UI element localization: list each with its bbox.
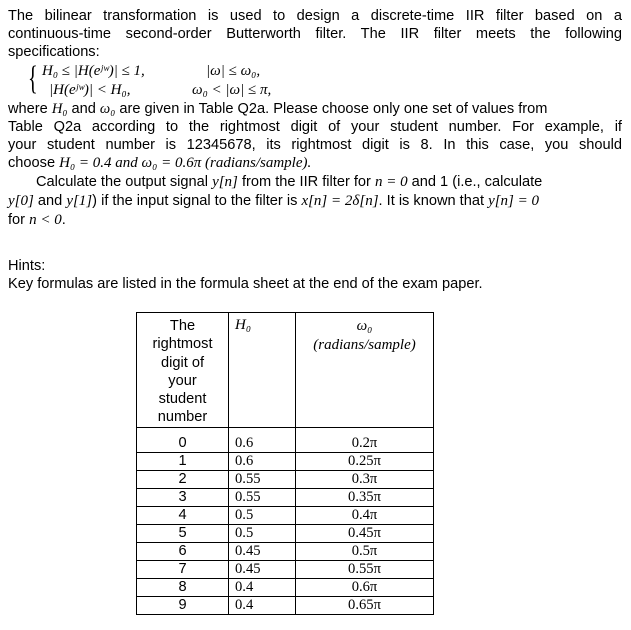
example-line: your student number is 12345678, its rightmost digit is 8. In this case, you should <box>8 137 622 153</box>
w0-cell: 0.4π <box>296 506 434 524</box>
w0-cell: 0.2π <box>296 427 434 452</box>
h0-cell: 0.45 <box>229 542 296 560</box>
spec-brace: { <box>28 60 38 97</box>
spec-row1-left: H₀ ≤ |H(eʲʷ)| ≤ 1, <box>42 63 145 79</box>
header-w0-unit: (radians/sample) <box>313 337 416 353</box>
table-row <box>137 470 434 488</box>
header-h0: H₀ <box>229 313 296 428</box>
table-row <box>137 427 434 452</box>
table-row <box>137 578 434 596</box>
h0-cell: 0.4 <box>229 596 296 614</box>
table-row <box>137 596 434 614</box>
header-w0-symbol: ω₀ <box>356 318 373 334</box>
table-row <box>137 452 434 470</box>
h0-cell: 0.55 <box>229 470 296 488</box>
hints-title: Hints: <box>8 258 46 274</box>
header-digit-line: digit of <box>161 354 204 371</box>
digit-cell: 6 <box>137 542 229 560</box>
initial-condition-line: for n < 0. <box>8 212 66 228</box>
table-row <box>137 488 434 506</box>
intro-line-2: continuous-time second-order Butterworth filter. The IIR filter meets the following <box>8 26 622 42</box>
spec-row1-right: |ω| ≤ ω₀, <box>206 63 261 79</box>
digit-cell: 1 <box>137 452 229 470</box>
where-line: where H₀ and ω₀ are given in Table Q2a. Please choose only one set of values from <box>8 101 548 117</box>
digit-cell: 8 <box>137 578 229 596</box>
w0-cell: 0.25π <box>296 452 434 470</box>
intro-line-1: The bilinear transformation is used to design a discrete-time IIR filter based on a <box>8 8 622 24</box>
table-q2a <box>136 312 434 615</box>
header-digit-line: The <box>169 318 196 334</box>
digit-cell: 5 <box>137 524 229 542</box>
h0-cell: 0.5 <box>229 506 296 524</box>
header-digit-line: number <box>157 409 208 426</box>
hints-text: Key formulas are listed in the formula sheet at the end of the exam paper. <box>8 276 483 292</box>
table-instruction-line: Table Q2a according to the rightmost digit of your student number. For example, if <box>8 119 622 135</box>
header-digit-line: student <box>158 391 207 408</box>
w0-cell: 0.35π <box>296 488 434 506</box>
w0-cell: 0.3π <box>296 470 434 488</box>
digit-cell: 2 <box>137 470 229 488</box>
spec-row2-left: |H(eʲʷ)| < H₀, <box>49 82 131 98</box>
intro-line-3: specifications: <box>8 44 100 60</box>
calculate-line: Calculate the output signal y[n] from the IIR filter for n = 0 and 1 (i.e., calculate <box>36 174 543 190</box>
digit-cell: 0 <box>137 427 229 452</box>
header-digit <box>137 313 229 428</box>
h0-cell: 0.6 <box>229 452 296 470</box>
spec-row2-right: ω₀ < |ω| ≤ π, <box>192 82 272 98</box>
w0-cell: 0.5π <box>296 542 434 560</box>
header-digit-line: your <box>168 372 197 389</box>
h0-cell: 0.4 <box>229 578 296 596</box>
digit-cell: 3 <box>137 488 229 506</box>
table-row <box>137 560 434 578</box>
header-digit-line: rightmost <box>152 336 213 353</box>
table-row <box>137 524 434 542</box>
digit-cell: 9 <box>137 596 229 614</box>
header-w0 <box>296 313 434 428</box>
table-row <box>137 506 434 524</box>
choose-line: choose H₀ = 0.4 and ω₀ = 0.6π (radians/sample). <box>8 155 312 171</box>
digit-cell: 4 <box>137 506 229 524</box>
table-row <box>137 542 434 560</box>
w0-cell: 0.6π <box>296 578 434 596</box>
h0-cell: 0.6 <box>229 427 296 452</box>
w0-cell: 0.45π <box>296 524 434 542</box>
h0-cell: 0.5 <box>229 524 296 542</box>
w0-cell: 0.55π <box>296 560 434 578</box>
h0-cell: 0.55 <box>229 488 296 506</box>
h0-cell: 0.45 <box>229 560 296 578</box>
w0-cell: 0.65π <box>296 596 434 614</box>
input-signal-line: y[0] and y[1]) if the input signal to the filter is x[n] = 2δ[n]. It is known that y[n] = 0 <box>8 193 540 209</box>
digit-cell: 7 <box>137 560 229 578</box>
table-header-row <box>137 313 434 428</box>
